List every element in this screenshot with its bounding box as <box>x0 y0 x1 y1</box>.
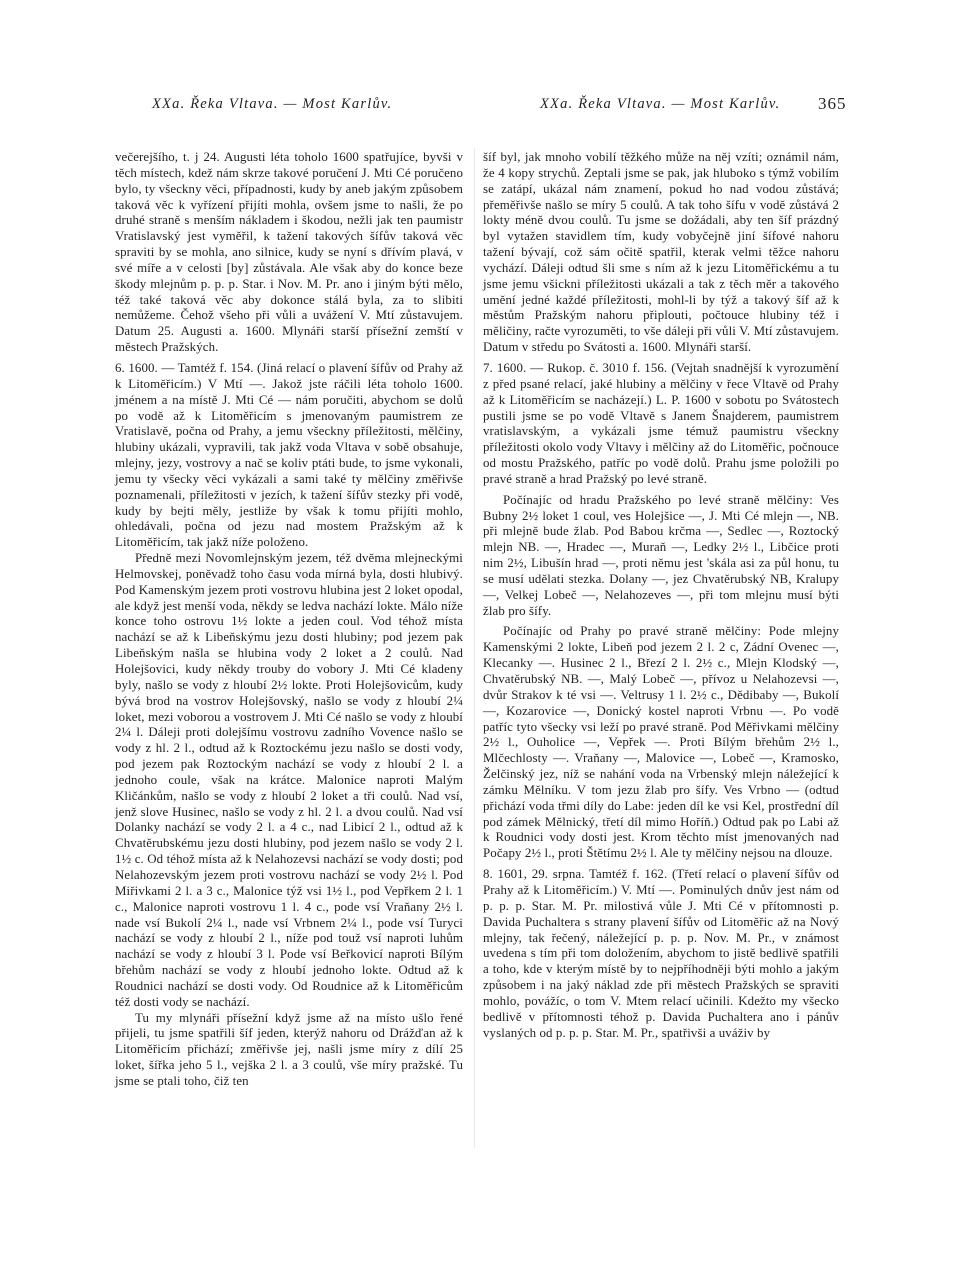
column-divider <box>474 148 475 1148</box>
paragraph: Počínajíc od hradu Pražského po levé straně mělčiny: Ves Bubny 2½ loket 1 coul, ves Holejšice —, J. Mti Cé mlejn —, NB. při mlejně bude žlab. Pod Babou krčma —, Sedlec —, Roztocký mlejn NB. —, Hradec —, Muraň —, Ledky 2½ l., Libčice proti nim 2½, Libušín hrad —, proti němu jest 'skála asi za půl honu, tu se musí udělati stezka. Dolany —, jez Chvatěrubský NB, Kralupy —, Velkej Lobeč —, Nelahozeves —, při tom mlejnu musí býti žlab pro šífy. <box>483 492 839 618</box>
paragraph: Počínajíc od Prahy po pravé straně mělčiny: Pode mlejny Kamenskými 2 lokte, Libeň pod jezem 2 l. 2 c, Zádní Ovenec —, Klecanky —. Husinec 2 l., Březí 2 l. 2½ c., Mlejn Klodský —, Chvatěrubský NB. —, Malý Lobeč —, přívoz u Nelahozevsi —, dvůr Strakov k té vsi —. Veltrusy 1 l. 2½ c., Dědibaby —, Bukolí —, Kozarovice —, Donický kostel naproti Vrbnu —. Po vodě patříc tyto všecky vsi leží po pravé straně. Pod Měřivkami mělčiny 2½ l., Ouholice —, Vepřek —. Proti Bílým břehům 2½ l., Mlčechlosty —. Vraňany —, Malovice —, Lobeč —, Kramosko, Želčinský jez, níž se nahání voda na Vrbenský mlejn náležející k zámku Mělníku. V tom jezu žlab pro šífy. Ves Vrbno — (odtud přichází voda třmi díly do Labe: jeden díl ke vsi Kel, prostřední díl pod zámek Mělnický, třetí díl mimo Hoříň.) Odtud pak po Labi až k Roudnici vody dosti jest. Krom těchto míst jmenovaných nad Počapy 2½ l., proti Štětímu 2½ l. Ale ty mělčiny nejsou na dlouze. <box>483 624 839 861</box>
paragraph: 6. 1600. — Tamtéž f. 154. (Jiná relací o plavení šífův od Prahy až k Litoměřicím.) V Mtí —. Jakož jste ráčili léta toholo 1600. jménem a na místě J. Mti Cé — nám poručiti, abychom se dolů po vodě až k Litoměřicím s jmenovaným paumistrem ze Vratislavě, počna od Prahy, a jemu všeckny příležitosti, mělčiny, hlubiny ukázali, vypravili, tak jakž voda Vltava v sobě obsahuje, mlejny, jezy, vostrovy a nač se koliv ptáti bude, to jsme vykonali, jemu ty všecky věci vykázali a sami také ty mělčiny změřivše poznamenali, příležitosti v jezích, k tažení šífův stezky při vodě, kudy by bejti měly, jestliže by však k tomu přijíti mohlo, ohledávali, počna od jezu nad mostem Pražským až k Litoměřicím, tak jakž níže položeno. <box>115 360 463 550</box>
paragraph: Předně mezi Novomlejnským jezem, též dvěma mlejneckými Helmovskej, poněvadž toho času voda mírná byla, dosti hlubivý. Pod Kamenským jezem proti vostrovu hlubina jest 2 loket opodal, ale když jest menší voda, někdy se ledva nachází lokte. Málo níže konce toho ostrovu 1½ lokte a jeden coul. Vod téhož místa nachází se až k Libeňskýmu jezu dosti hlubiny; pod jezem pak Libeňským našla se hlubina vody 2 loket a 2 coulů. Nad Holejšovici, kudy někdy trouby do vobory J. Mti Cé kladeny byly, našlo se vody z hloubí 2½ lokte. Proti Holejšovicům, kudy bývá brod na vostrov Holejšovský, našlo se vody z hloubí 2¼ loket, mezi voborou a vostrovem J. Mti Cé našlo se vody z hloubí 2¼ l. Dáleji proti dolejšímu vostrovu zadního Vovence našlo se vody z hl. 2 l., odtud až k Roztockému jezu našlo se dosti vody, pod jezem pak Roztockým nachází se vody z hloubí 2 l. a jednoho coule, však na krátce. Malonice naproti Malým Kličánkům, našlo se vody z hloubí 2 loket a tři coulů. Nad vsí, jenž slove Husinec, našlo se vody z hl. 2 l. a dvou coulů. Nad vsí Dolanky nachází se vody 2 l. a 4 c., nad Libicí 2 l., odtud až k Chvatěrubskému jezu dosti hlubiny, pod jezem našlo se vody 2 l. 1½ c. Od téhož místa až k Nelahozevsi nachází se vody dosti; pod Nelahozevským jezem proti vostrovu nachází se vody 2½ l. Pod Miřivkami 2 l. a 3 c., Malonice týž vsi 1½ l., pod Vepřkem 2 l. 1 c., Malonice naproti vostrovu 1 l. 4 c., pode vsí Vraňany 2½ l. nade vsí Bukolí 2¼ l., nade vsí Vrbnem 2¼ l., pode vsí Turyci nachází se vody z hloubí 2 l., níže pod touž vsí naproti luhům nachází se vody z hloubí 3 l. Pode vsí Beřkovicí naproti Bílým břehům nachází se vody z hloubí jednoho lokte. Odtud až k Roudnici nachází se dosti vody. Od Roudnice až k Litoměřicům též dosti vody se nachází. <box>115 551 463 1009</box>
running-title-left: XXa. Řeka Vltava. — Most Karlův. <box>152 96 393 112</box>
running-title-right: XXa. Řeka Vltava. — Most Karlův. <box>540 96 781 112</box>
page-number: 365 <box>818 94 847 113</box>
paragraph: šíf byl, jak mnoho vobilí těžkého může na něj vzíti; oznámil nám, že 4 kopy strychů. Zeptali jsme se pak, jak hluboko s týmž vobilím se zatápí, ukázal nám znamení, pokud ho nad vodou zůstává; přeměřivše našlo se míry 5 coulů. A tak toho šífu v vodě zůstává 2 lokty méně dvou coulů. Tu jsme se dožádali, aby ten šíf prázdný byl vytažen stavidlem tím, kudy vobyčejně jiní šífové nahoru tažení bývají, což sám očitě spatřil, kterak velmi těžce nahoru vychází. Dáleji odtud šli sme s ním až k jezu Litoměřickému a tu jsme jemu všickni příležitosti ukázali a tak z těch měr a takového umění jedné každé příležitosti, mohl-li by týž a takový šíf až k městům Pražským nahoru připlouti, počtouce hlubiny též i měličiny, račte vyrozuměti, to vše dáleji při vůli V. Mtí zůstavujem. Datum v středu po Svátosti a. 1600. Mlynáři starší. <box>483 150 839 355</box>
paragraph: Tu my mlynáři přísežní když jsme až na místo ušlo řené přijeli, tu jsme spatřili šíf jeden, kterýž nahoru od Drážďan až k Litoměřicím přichází; změřivše jej, našli jsme míry z dílí 25 loket, šířka jeho 5 l., vejška 2 l. a 3 coulů, vše míry pražské. Tu jsme se ptali toho, čiž ten <box>115 1010 463 1088</box>
paragraph: večerejšího, t. j 24. Augusti léta toholo 1600 spatřujíce, byvši v těch místech, kdež nám skrze takové poručení J. Mti Cé poručeno bylo, ty všeckny věci, případnosti, kudy by aneb jakým způsobem taková věc k vyřízení přijíti mohla, ovšem jsme to našli, že po druhé straně s menším nákladem i škodou, nežli jak ten paumistr Vratislavský jest vyměřil, k tažení takových šífův taková věc spraviti by se mohla, ano silnice, kudy se nyní s dřívím plavá, v své míře a v celosti [by] zůstávala. Ale však aby do konce beze škody mlejnům p. p. p. Star. i Nov. M. Pr. ano i jiným býti mělo, též také taková věc aby dokonce stálá byla, za to slibiti nemůžeme. Čehož všeho při vůli a uvážení V. Mtí zůstavujem. Datum 25. Augusti a. 1600. Mlynáři starší přísežní zemští v městech Pražských. <box>115 150 463 355</box>
running-header <box>0 96 960 122</box>
paragraph: 8. 1601, 29. srpna. Tamtéž f. 162. (Třetí relací o plavení šífův od Prahy až k Litoměřicím.) V. Mtí —. Pominulých dnův jest nám od p. p. p. Star. M. Pr. milostivá vůle J. Mti Cé v přítomnosti p. Davida Puchaltera s strany plavení šífův od Litoměřic až na Nový mlejny, tak řečený, náležející p. p. p. Nov. M. Pr., v známost uvedena s tím při tom doložením, abychom to jistě bedlivě spatřili a toho, kde v kterým místě by to nejpříhodněji býti mohlo a jakým způsobem i na jaký náklad zde při městech Pražských se spraviti mohlo, povážíc, o tom V. Mtem relací učinili. Kdežto my všecko bedlivě v přítomnosti téhož p. Davida Puchaltera ano i pánův vyslaných od p. p. p. Star. M. Pr., spatřivši a uváživ by <box>483 867 839 1040</box>
paragraph: 7. 1600. — Rukop. č. 3010 f. 156. (Vejtah snadnější k vyrozumění z před psané relací, jaké hlubiny a mělčiny v řece Vltavě od Prahy až k Litoměřicím se nacházejí.) L. P. 1600 v sobotu po Svátostech pustili jsme se po vodě Vltavě s Janem Šnajderem, paumistrem vratislavským, a vykázali jsme témuž paumistru všeckny příležitosti okolo vody Vltavy i mělčiny až do Litoměřic, počnouce od mostu Pražského, patříc po vodě dolů. Prahu jsme položili po pravé straně a hrad Pražský po levé straně. <box>483 360 839 486</box>
left-column <box>115 150 463 1090</box>
right-column <box>483 150 839 1041</box>
